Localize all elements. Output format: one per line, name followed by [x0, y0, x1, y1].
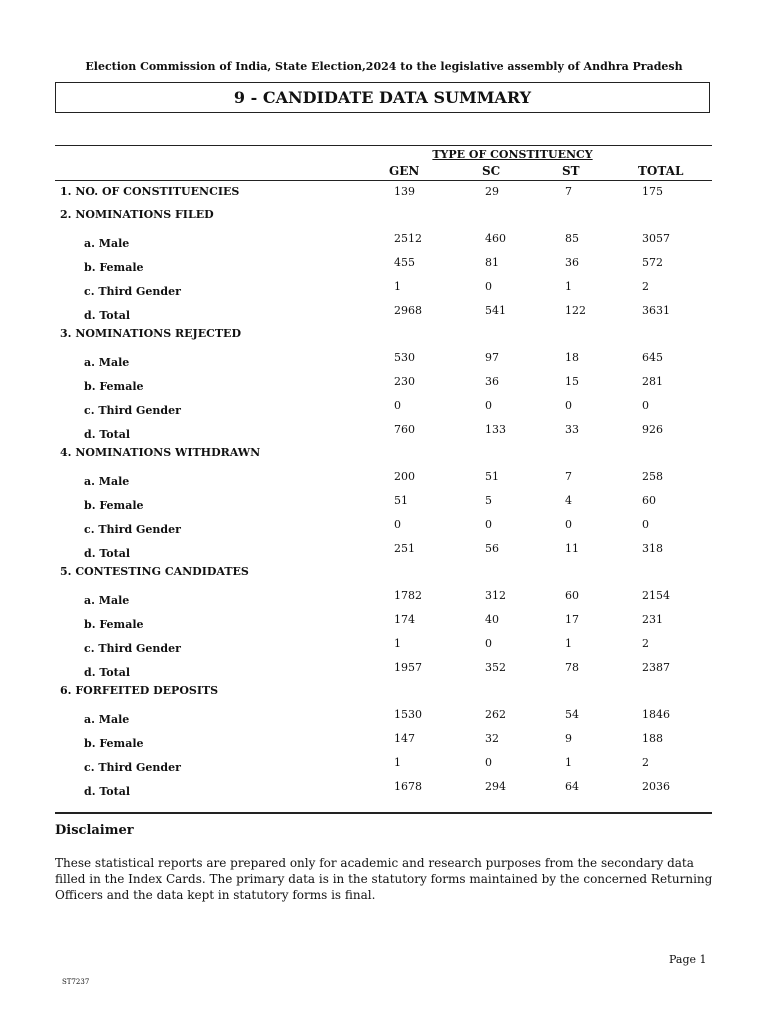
table-cell: 926	[642, 423, 663, 436]
table-cell: 572	[642, 256, 663, 269]
table-top-rule	[55, 145, 712, 146]
table-cell: 530	[394, 351, 415, 364]
table-cell: 1	[394, 637, 401, 650]
table-cell: 0	[485, 637, 492, 650]
column-header-st: ST	[562, 164, 580, 178]
column-header-total: TOTAL	[638, 164, 684, 178]
table-cell: 85	[565, 232, 579, 245]
table-cell: 2036	[642, 780, 670, 793]
table-cell: 64	[565, 780, 579, 793]
table-cell: 2	[642, 280, 649, 293]
table-cell: 51	[394, 494, 408, 507]
table-cell: 188	[642, 732, 663, 745]
section-label-2: 2. NOMINATIONS FILED	[60, 208, 214, 221]
table-cell: 0	[485, 756, 492, 769]
table-cell: 2	[642, 756, 649, 769]
row-label: b. Female	[84, 618, 144, 631]
table-cell: 0	[485, 399, 492, 412]
table-cell: 15	[565, 375, 579, 388]
table-cell: 2	[642, 637, 649, 650]
table-cell: 51	[485, 470, 499, 483]
table-cell: 18	[565, 351, 579, 364]
table-cell: 1	[394, 756, 401, 769]
table-cell: 460	[485, 232, 506, 245]
table-cell: 1	[565, 280, 572, 293]
row-label: a. Male	[84, 237, 130, 250]
table-cell: 1	[565, 756, 572, 769]
row-label: c. Third Gender	[84, 404, 181, 417]
table-cell: 36	[565, 256, 579, 269]
table-cell: 81	[485, 256, 499, 269]
table-cell: 0	[565, 518, 572, 531]
table-cell: 32	[485, 732, 499, 745]
table-cell: 78	[565, 661, 579, 674]
report-header: Election Commission of India, State Election,2024 to the legislative assembly of Andhra Pradesh	[85, 60, 683, 73]
page-title: 9 - CANDIDATE DATA SUMMARY	[55, 82, 710, 113]
table-cell: 0	[485, 280, 492, 293]
row-label: c. Third Gender	[84, 285, 181, 298]
table-cell: 1782	[394, 589, 422, 602]
row-label: c. Third Gender	[84, 523, 181, 536]
table-cell: 318	[642, 542, 663, 555]
table-cell: 133	[485, 423, 506, 436]
table-cell: 760	[394, 423, 415, 436]
table-cell: 7	[565, 470, 572, 483]
cell-constituencies-3: 175	[642, 185, 663, 198]
table-cell: 281	[642, 375, 663, 388]
table-cell: 17	[565, 613, 579, 626]
section-label-5: 5. CONTESTING CANDIDATES	[60, 565, 249, 578]
row-label: c. Third Gender	[84, 761, 181, 774]
table-cell: 1530	[394, 708, 422, 721]
table-cell: 5	[485, 494, 492, 507]
cell-constituencies-1: 29	[485, 185, 499, 198]
table-cell: 56	[485, 542, 499, 555]
cell-constituencies-2: 7	[565, 185, 572, 198]
table-cell: 0	[394, 399, 401, 412]
row-label: a. Male	[84, 475, 130, 488]
table-cell: 11	[565, 542, 579, 555]
table-cell: 60	[642, 494, 656, 507]
row-label: b. Female	[84, 737, 144, 750]
table-cell: 9	[565, 732, 572, 745]
table-cell: 3631	[642, 304, 670, 317]
table-cell: 0	[394, 518, 401, 531]
table-cell: 230	[394, 375, 415, 388]
table-cell: 1	[394, 280, 401, 293]
row-label: d. Total	[84, 309, 130, 322]
row-label-constituencies: 1. NO. OF CONSTITUENCIES	[60, 185, 240, 198]
disclaimer-text: These statistical reports are prepared only for academic and research purposes from the secondary data filled in the Index Cards. The primary data is in the statutory forms maintained by the concerned Returning Officers and the data kept in statutory forms is final.	[55, 856, 713, 902]
table-cell: 33	[565, 423, 579, 436]
table-cell: 0	[642, 399, 649, 412]
table-cell: 258	[642, 470, 663, 483]
table-cell: 645	[642, 351, 663, 364]
table-cell: 262	[485, 708, 506, 721]
row-label: b. Female	[84, 380, 144, 393]
section-label-6: 6. FORFEITED DEPOSITS	[60, 684, 219, 697]
table-cell: 40	[485, 613, 499, 626]
table-cell: 60	[565, 589, 579, 602]
table-cell: 2512	[394, 232, 422, 245]
table-cell: 1	[565, 637, 572, 650]
table-cell: 0	[485, 518, 492, 531]
table-cell: 541	[485, 304, 506, 317]
column-header-sc: SC	[482, 164, 501, 178]
table-cell: 0	[642, 518, 649, 531]
table-cell: 2154	[642, 589, 670, 602]
row-label: c. Third Gender	[84, 642, 181, 655]
cell-constituencies-0: 139	[394, 185, 415, 198]
table-cell: 36	[485, 375, 499, 388]
row-label: d. Total	[84, 547, 130, 560]
table-cell: 147	[394, 732, 415, 745]
table-cell: 455	[394, 256, 415, 269]
table-cell: 174	[394, 613, 415, 626]
table-cell: 1957	[394, 661, 422, 674]
type-of-constituency-heading: TYPE OF CONSTITUENCY	[432, 148, 593, 161]
table-bottom-rule	[55, 812, 712, 814]
table-cell: 2968	[394, 304, 422, 317]
table-cell: 1846	[642, 708, 670, 721]
table-cell: 312	[485, 589, 506, 602]
row-label: b. Female	[84, 499, 144, 512]
column-header-gen: GEN	[389, 164, 420, 178]
row-label: a. Male	[84, 356, 130, 369]
row-label: d. Total	[84, 428, 130, 441]
table-cell: 122	[565, 304, 586, 317]
row-label: a. Male	[84, 713, 130, 726]
table-cell: 3057	[642, 232, 670, 245]
row-label: b. Female	[84, 261, 144, 274]
disclaimer-title: Disclaimer	[55, 823, 134, 838]
page-number: Page 1	[669, 953, 707, 966]
table-cell: 1678	[394, 780, 422, 793]
row-label: d. Total	[84, 666, 130, 679]
table-cell: 294	[485, 780, 506, 793]
table-cell: 231	[642, 613, 663, 626]
section-label-4: 4. NOMINATIONS WITHDRAWN	[60, 446, 261, 459]
section-label-3: 3. NOMINATIONS REJECTED	[60, 327, 241, 340]
header-bottom-rule	[55, 180, 712, 181]
table-cell: 97	[485, 351, 499, 364]
document-code: ST7237	[62, 978, 90, 986]
row-label: a. Male	[84, 594, 130, 607]
table-cell: 4	[565, 494, 572, 507]
table-cell: 352	[485, 661, 506, 674]
table-cell: 200	[394, 470, 415, 483]
table-cell: 251	[394, 542, 415, 555]
row-label: d. Total	[84, 785, 130, 798]
table-cell: 0	[565, 399, 572, 412]
table-cell: 54	[565, 708, 579, 721]
table-cell: 2387	[642, 661, 670, 674]
